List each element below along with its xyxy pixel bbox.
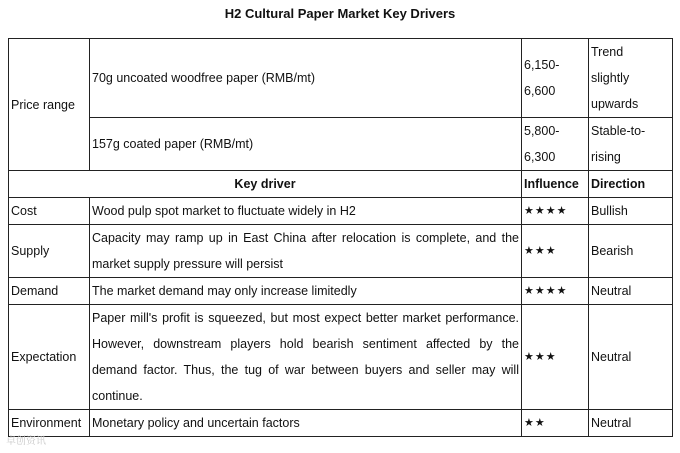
driver-category: Demand xyxy=(9,278,90,305)
key-driver-header: Key driver xyxy=(9,171,522,198)
driver-category: Supply xyxy=(9,225,90,278)
driver-category: Environment xyxy=(9,410,90,437)
price-trend-2 xyxy=(589,118,673,171)
price-trend-2-line-1: Stable-to- xyxy=(591,124,646,138)
price-trend-1 xyxy=(589,39,673,118)
direction-header: Direction xyxy=(589,171,673,198)
price-trend-1-line-3: upwards xyxy=(591,97,639,111)
price-product-1: 70g uncoated woodfree paper (RMB/mt) xyxy=(90,39,522,118)
influence-stars: ★★★★ xyxy=(522,198,589,225)
price-value-2 xyxy=(522,118,589,171)
driver-row-supply xyxy=(9,225,673,278)
driver-row-cost xyxy=(9,198,673,225)
driver-description: Monetary policy and uncertain factors xyxy=(90,410,522,437)
driver-row-environment xyxy=(9,410,673,437)
driver-description: Wood pulp spot market to fluctuate widely in H2 xyxy=(90,198,522,225)
driver-direction: Neutral xyxy=(589,278,673,305)
price-trend-1-line-1: Trend xyxy=(591,45,624,59)
driver-description: The market demand may only increase limitedly xyxy=(90,278,522,305)
price-row-2 xyxy=(9,118,673,171)
price-product-2: 157g coated paper (RMB/mt) xyxy=(90,118,522,171)
influence-stars: ★★★ xyxy=(522,225,589,278)
driver-direction: Bullish xyxy=(589,198,673,225)
watermark: 卓创资讯 xyxy=(6,436,46,447)
price-trend-2-line-2: rising xyxy=(591,150,621,164)
page-title: H2 Cultural Paper Market Key Drivers xyxy=(224,6,456,21)
influence-stars: ★★ xyxy=(522,410,589,437)
influence-header: Influence xyxy=(522,171,589,198)
price-value-2-line-1: 5,800- xyxy=(524,124,560,138)
influence-stars: ★★★ xyxy=(522,305,589,410)
price-value-1-line-2: 6,600 xyxy=(524,84,556,98)
price-value-2-line-2: 6,300 xyxy=(524,150,556,164)
key-drivers-table xyxy=(8,38,673,437)
driver-direction: Neutral xyxy=(589,410,673,437)
price-value-1-line-1: 6,150- xyxy=(524,58,560,72)
driver-row-demand xyxy=(9,278,673,305)
influence-stars: ★★★★ xyxy=(522,278,589,305)
price-value-1 xyxy=(522,39,589,118)
price-range-label: Price range xyxy=(9,39,90,171)
driver-description: Capacity may ramp up in East China after relocation is complete, and the market supply pressure will persist xyxy=(90,225,522,278)
driver-direction: Neutral xyxy=(589,305,673,410)
header-row xyxy=(9,171,673,198)
driver-row-expectation xyxy=(9,305,673,410)
driver-direction: Bearish xyxy=(589,225,673,278)
driver-description: Paper mill's profit is squeezed, but most expect better market performance. However, downstream players hold bearish sentiment affected by the demand factor. Thus, the tug of war between buyers and seller may will continue. xyxy=(90,305,522,410)
price-trend-1-line-2: slightly xyxy=(591,71,630,85)
driver-category: Expectation xyxy=(9,305,90,410)
driver-category: Cost xyxy=(9,198,90,225)
price-row-1 xyxy=(9,39,673,118)
